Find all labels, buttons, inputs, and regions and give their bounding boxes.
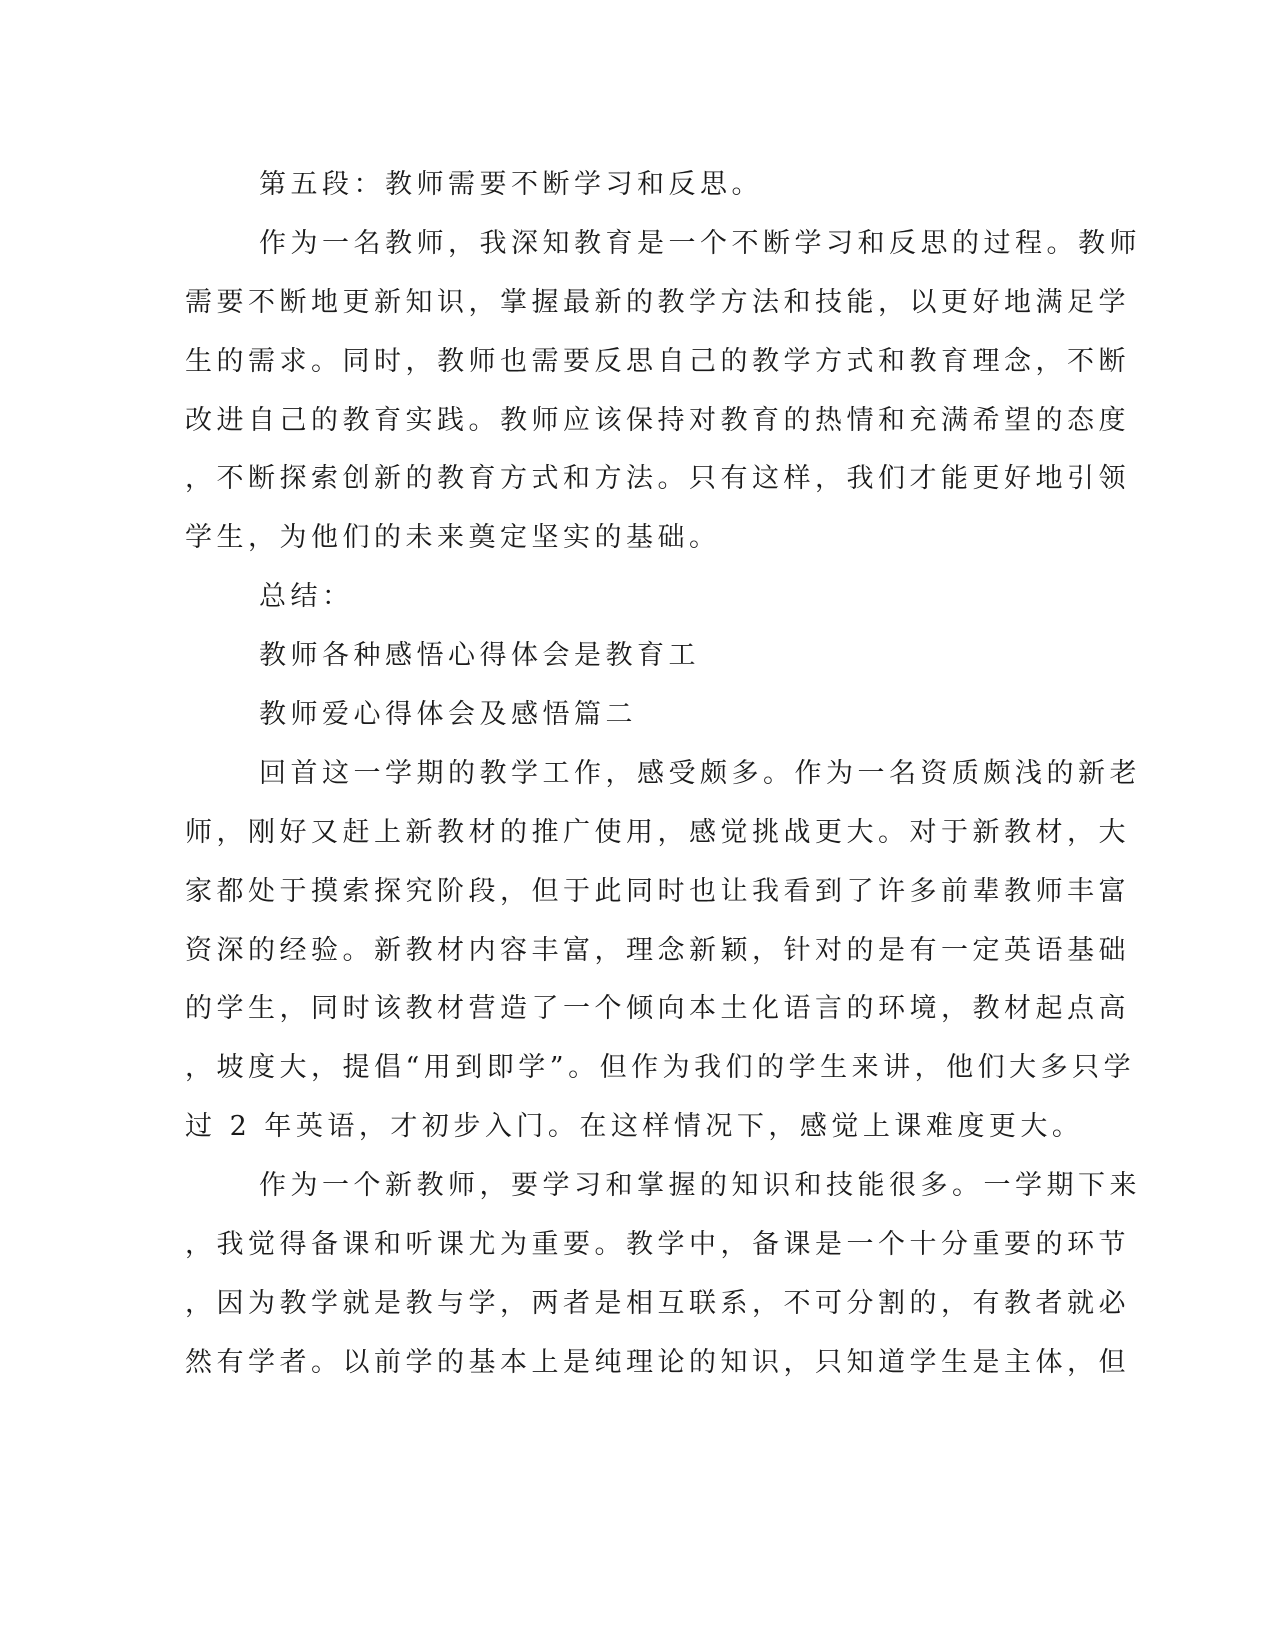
paragraph-line: 生的需求。同时，教师也需要反思自己的教学方式和教育理念，不断 <box>185 345 1130 377</box>
paragraph-line: 第五段：教师需要不断学习和反思。 <box>259 169 763 200</box>
paragraph-line: ，坡度大，提倡“用到即学”。但作为我们的学生来讲，他们大多只学 <box>185 1052 1136 1084</box>
paragraph-line: 资深的经验。新教材内容丰富，理念新颖，针对的是有一定英语基础 <box>185 934 1130 966</box>
paragraph-line: 作为一名教师，我深知教育是一个不断学习和反思的过程。教师 <box>259 227 1141 259</box>
paragraph-line: 作为一个新教师，要学习和掌握的知识和技能很多。一学期下来 <box>259 1170 1141 1202</box>
paragraph-line: 回首这一学期的教学工作，感受颇多。作为一名资质颇浅的新老 <box>259 757 1141 789</box>
document-body <box>185 156 1141 1393</box>
paragraph-line: 改进自己的教育实践。教师应该保持对教育的热情和充满希望的态度 <box>185 404 1130 436</box>
paragraph-line: ，因为教学就是教与学，两者是相互联系，不可分割的，有教者就必 <box>185 1287 1130 1319</box>
paragraph-line: 师，刚好又赶上新教材的推广使用，感觉挑战更大。对于新教材，大 <box>185 816 1130 848</box>
section-heading: 教师爱心得体会及感悟篇二 <box>259 699 637 731</box>
paragraph-line: 然有学者。以前学的基本上是纯理论的知识，只知道学生是主体，但 <box>185 1346 1130 1378</box>
paragraph-line: 过 2 年英语，才初步入门。在这样情况下，感觉上课难度更大。 <box>185 1111 1084 1143</box>
paragraph-line: 总结： <box>259 581 354 613</box>
paragraph-line: ，不断探索创新的教育方式和方法。只有这样，我们才能更好地引领 <box>185 463 1130 495</box>
paragraph-line: 家都处于摸索探究阶段，但于此同时也让我看到了许多前辈教师丰富 <box>185 875 1130 907</box>
paragraph-line: 学生，为他们的未来奠定坚实的基础。 <box>185 522 721 554</box>
paragraph-line: 需要不断地更新知识，掌握最新的教学方法和技能，以更好地满足学 <box>185 286 1130 318</box>
paragraph-line: 的学生，同时该教材营造了一个倾向本土化语言的环境，教材起点高 <box>185 993 1130 1025</box>
paragraph-line: 教师各种感悟心得体会是教育工 <box>259 640 700 672</box>
paragraph-line: ，我觉得备课和听课尤为重要。教学中，备课是一个十分重要的环节 <box>185 1229 1130 1261</box>
